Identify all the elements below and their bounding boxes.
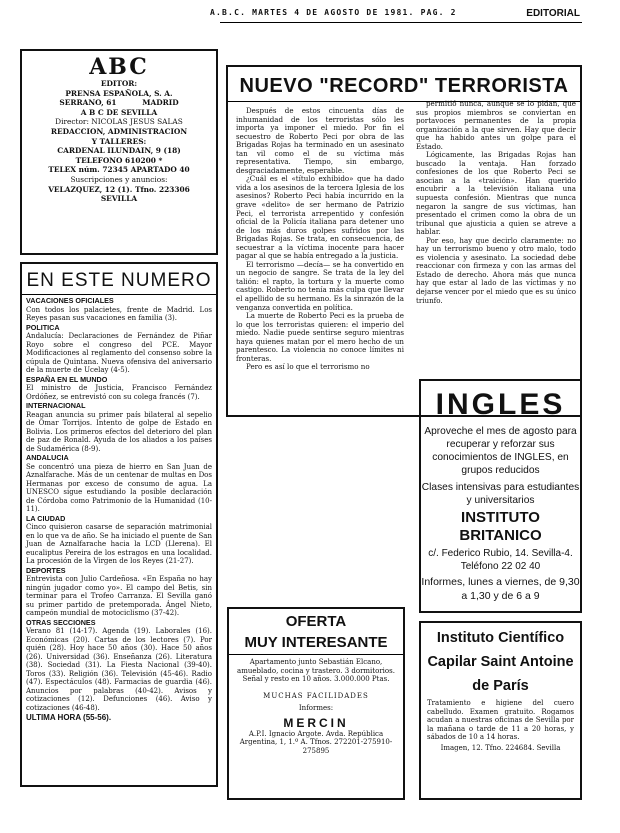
institute-name: INSTITUTO BRITANICO xyxy=(459,509,542,544)
capilar-title-1: Instituto Científico xyxy=(436,630,565,646)
masthead-line: VELAZQUEZ, 12 (1). Tfno. 223306 xyxy=(48,184,190,194)
editorial-box xyxy=(226,65,582,417)
oferta-informes: Informes: xyxy=(298,704,334,713)
contents-section xyxy=(26,297,212,323)
section-title: VACACIONES OFICIALES xyxy=(26,296,114,305)
section-title: DEPORTES xyxy=(26,565,66,575)
editorial-column-1 xyxy=(236,107,404,372)
contents-section xyxy=(26,515,212,566)
section-label: EDITORIAL xyxy=(526,8,580,19)
masthead-line: EDITOR: xyxy=(100,79,138,88)
section-body: Andalucía: Declaraciones de Fernández de Piñar Royo sobre el congreso del PCE. Mayor Modificaciones al reglamento del consenso sobre la cúpula de Quintana. Nueva ofensiva del aniversario de la muerte de Ucelay (4-5). xyxy=(26,332,212,374)
contents-section xyxy=(26,619,212,713)
ingles-ad xyxy=(419,379,582,613)
institute-hours: Informes, lunes a viernes, de 9,30 a 1,30 y de 6 a 9 xyxy=(421,576,580,602)
contents-section xyxy=(26,454,212,514)
paragraph: La muerte de Roberto Peci es la prueba de lo que los terroristas quieren: el imperio del miedo. Nadie puede sentirse seguro mientras haya quienes matan por el mero hecho de un parentesco. La violencia no conoce límites ni fronteras. xyxy=(236,311,404,363)
oferta-subtitle: MUY INTERESANTE xyxy=(244,634,388,651)
masthead-line: Suscripciones y anuncios: xyxy=(70,174,168,184)
section-body: Se concentró una pieza de hierro en San Juan de Aznalfarache. Más de un centenar de multas en Dos Hermanas por exceso de consumo de agua. La UNESCO sigue estudiando la posible declaración de Córdoba como Patrimonio de la Humanidad (10-11). xyxy=(26,462,212,513)
masthead-line: REDACCION, ADMINISTRACION xyxy=(50,126,188,136)
ultima-hora: ULTIMA HORA (55-56). xyxy=(26,713,112,722)
section-body: Reagan anuncia su primer país bilateral al sepelio de Omar Torrijos. Intento de golpe de Estado en Bolivia. Los primeros efectos del deterioro del plan de paz de Ronald. Ayuda de los aliados a los países de Sudamérica (8-9). xyxy=(26,410,212,453)
abc-logo: ABC xyxy=(89,54,149,80)
paragraph: Pero es así lo que el terrorismo no xyxy=(246,362,370,372)
masthead-line: TELEX núm. 72345 APARTADO 40 xyxy=(48,165,190,175)
section-title: ESPAÑA EN EL MUNDO xyxy=(26,374,108,384)
institute-address: c/. Federico Rubio, 14. Sevilla-4. Teléfono 22 02 40 xyxy=(428,548,573,572)
paragraph: ¿Cuál es el «título exhibido» que ha dado vida a los asesinos de la tercera Iglesia de los asesinos? Roberto Peci había incurrido en la grave «delito» de ser hermano de Patrizio Peci, el terrorista arrepentido y confesión oficial de la Policía italiana para detener uno de los más duros golpes sufridos por las Brigadas Rojas. Se trata, en consecuencia, de secuestrar a la víctima inocente para hacer pagar al que se había entregado a la justicia. xyxy=(236,174,404,261)
paragraph: permitió nunca, aunque se lo pidan, que sus propios miembros se conviertan en portavoces permanentes de la propia organización a la que sirven. Hay que decir que ha habido antes un golpe para el Estado. xyxy=(416,99,576,151)
section-body: El ministro de Justicia, Francisco Fernández Ordóñez, se entrevistó con su colega francés (7). xyxy=(26,384,212,401)
ingles-text-2: Clases intensivas para estudiantes y universitarios xyxy=(421,482,580,506)
page-header xyxy=(0,8,620,22)
contents-title: EN ESTE NUMERO xyxy=(26,270,212,291)
contents-box xyxy=(20,262,218,787)
oferta-ad xyxy=(227,607,405,800)
section-title: ANDALUCIA xyxy=(26,453,69,462)
mercin-address: A.P.I. Ignacio Argote. Avda. República Argentina, 1, 1.º A. Tfnos. 272201-275910-275895 xyxy=(239,729,393,755)
header-dateline: A.B.C. MARTES 4 DE AGOSTO DE 1981. PAG. 2 xyxy=(210,8,457,17)
capilar-title-3: de París xyxy=(472,678,529,694)
oferta-title: OFERTA xyxy=(285,613,347,630)
paragraph: Lógicamente, las Brigadas Rojas han buscado la ventaja. Han forzado confesiones de los que Roberto Peci se asocian a la «traición». Han querido encubrir a la televisión italiana una supuesta confesión. Mientras que nunca negaron la sangre de sus víctimas, han presentado el crimen como la obra de un tribunal que ajusticia a quien se atreve a hablar. xyxy=(416,150,576,237)
contents-section xyxy=(26,376,212,402)
mercin-logo: MERCIN xyxy=(283,715,349,730)
masthead-line: PRENSA ESPAÑOLA, S. A. xyxy=(65,88,173,98)
oferta-text: Apartamento junto Sebastián Elcano, amueblado, cocina y trastero. 3 dormitorios. Señal y resto en 10 años. 3.000.000 Ptas. xyxy=(237,658,395,684)
paragraph: Por eso, hay que decirlo claramente: no hay un terrorismo bueno y otro malo, todo es violencia y asesinato. La sociedad debe reaccionar con firmeza y con las armas del Estado de derecho. Ahora más que nunca hay que estar al lado de las víctimas y no dejarse vencer por el miedo que es su único triunfo. xyxy=(416,235,576,305)
capilar-text: Tratamiento e higiene del cuero cabelludo. Examen gratuito. Rogamos acudan a nuestras oficinas de Sevilla por la mañana o tarde de 11 a 20 horas, y sábados de 10 a 14 horas. xyxy=(427,699,574,742)
masthead-line: SERRANO, 61 MADRID xyxy=(59,98,179,108)
section-title: INTERNACIONAL xyxy=(26,401,86,410)
masthead-line: Y TALLERES: xyxy=(91,136,147,146)
header-rule xyxy=(220,22,582,23)
ingles-text: Aproveche el mes de agosto para recuperar y reforzar sus conocimientos de INGLES, en grupos reducidos xyxy=(424,426,577,476)
capilar-address: Imagen, 12. Tfno. 224684. Sevilla xyxy=(440,743,561,752)
masthead-line: SEVILLA xyxy=(100,194,138,204)
ingles-title: INGLES xyxy=(435,388,566,421)
contents-section xyxy=(26,567,212,618)
masthead-line: A B C DE SEVILLA xyxy=(80,107,158,117)
editorial-title: NUEVO "RECORD" TERRORISTA xyxy=(239,75,569,97)
section-body: Con todos los palacietes, frente de Madrid. Los Reyes pasan sus vacaciones en familia (3). xyxy=(26,305,212,322)
contents-section xyxy=(26,324,212,375)
section-title: POLITICA xyxy=(26,322,60,332)
masthead-line: CARDENAL ILUNDAIN, 9 (18) xyxy=(57,146,181,156)
masthead-line: TELEFONO 610200 * xyxy=(75,155,163,165)
capilar-ad xyxy=(419,621,582,800)
abc-masthead-box xyxy=(20,49,218,255)
paragraph: El terrorismo —decía— se ha convertido en un negocio de sangre. Se trata de la ley del talión: el rapto, la tortura y la muerte como castigo. Roberto no tenía más culpa que llevar el apellido de su hermano. Es la sinrazón de la venganza convertida en política. xyxy=(236,259,404,312)
section-title: OTRAS SECCIONES xyxy=(26,617,96,627)
section-body: Cinco quisieron casarse de separación matrimonial en lo que va de año. Se ha iniciado el puente de San Juan de Aznalfarache hacia la LCD (Llerena). El eucaliptus Pereira de los estragos en una localidad. La procesión de la Virgen de los Reyes (21-27). xyxy=(26,523,212,565)
oferta-rule xyxy=(229,654,403,655)
section-body: Entrevista con Julio Cardeñosa. «En España no hay ningún jugador como yo». El campo del Betis, sin terminar para el Trofeo Carranza. El Sevilla ganó su primer partido de pretemporada. Ángel Nieto, campeón mundial de motociclismo (37-42). xyxy=(26,575,212,617)
oferta-facilidades: MUCHAS FACILIDADES xyxy=(263,691,369,700)
contents-rule xyxy=(22,294,216,295)
section-title: LA CIUDAD xyxy=(26,513,66,523)
capilar-title-2: Capilar Saint Antoine xyxy=(427,654,574,670)
paragraph: Después de estos cincuenta días de inhumanidad de los terroristas sólo les importa ya imponer el miedo. Por fin el secuestro de Roberto Peci por obra de las Brigadas Rojas ha terminado en un asesinato tan vil como el de su víctima más representativa. Tiempo, sin embargo, desgraciadamente, esperable. xyxy=(236,106,404,175)
section-body: Verano 81 (14-17). Agenda (19). Laborales (16). Económicas (20). Cartas de los lectores (7). Por quién (28). Hoy hace 50 años (30). Hace 50 años (26). Universidad (36). Enseñanza (26). Literatura (38). Sociedad (31). La Fiesta Nacional (39-40). Toros (33). Religión (36). Televisión (45-46). Radio (47). Espectáculos (48). Farmacias de guardia (46). Anuncios por palabras (40-42). Avisos y cotizaciones (12). Defunciones (46). Aviso y cotizaciones (46-48). xyxy=(26,627,212,712)
contents-section xyxy=(26,402,212,453)
editorial-column-2 xyxy=(416,100,576,305)
masthead-line: Director: NICOLAS JESUS SALAS xyxy=(55,117,183,127)
